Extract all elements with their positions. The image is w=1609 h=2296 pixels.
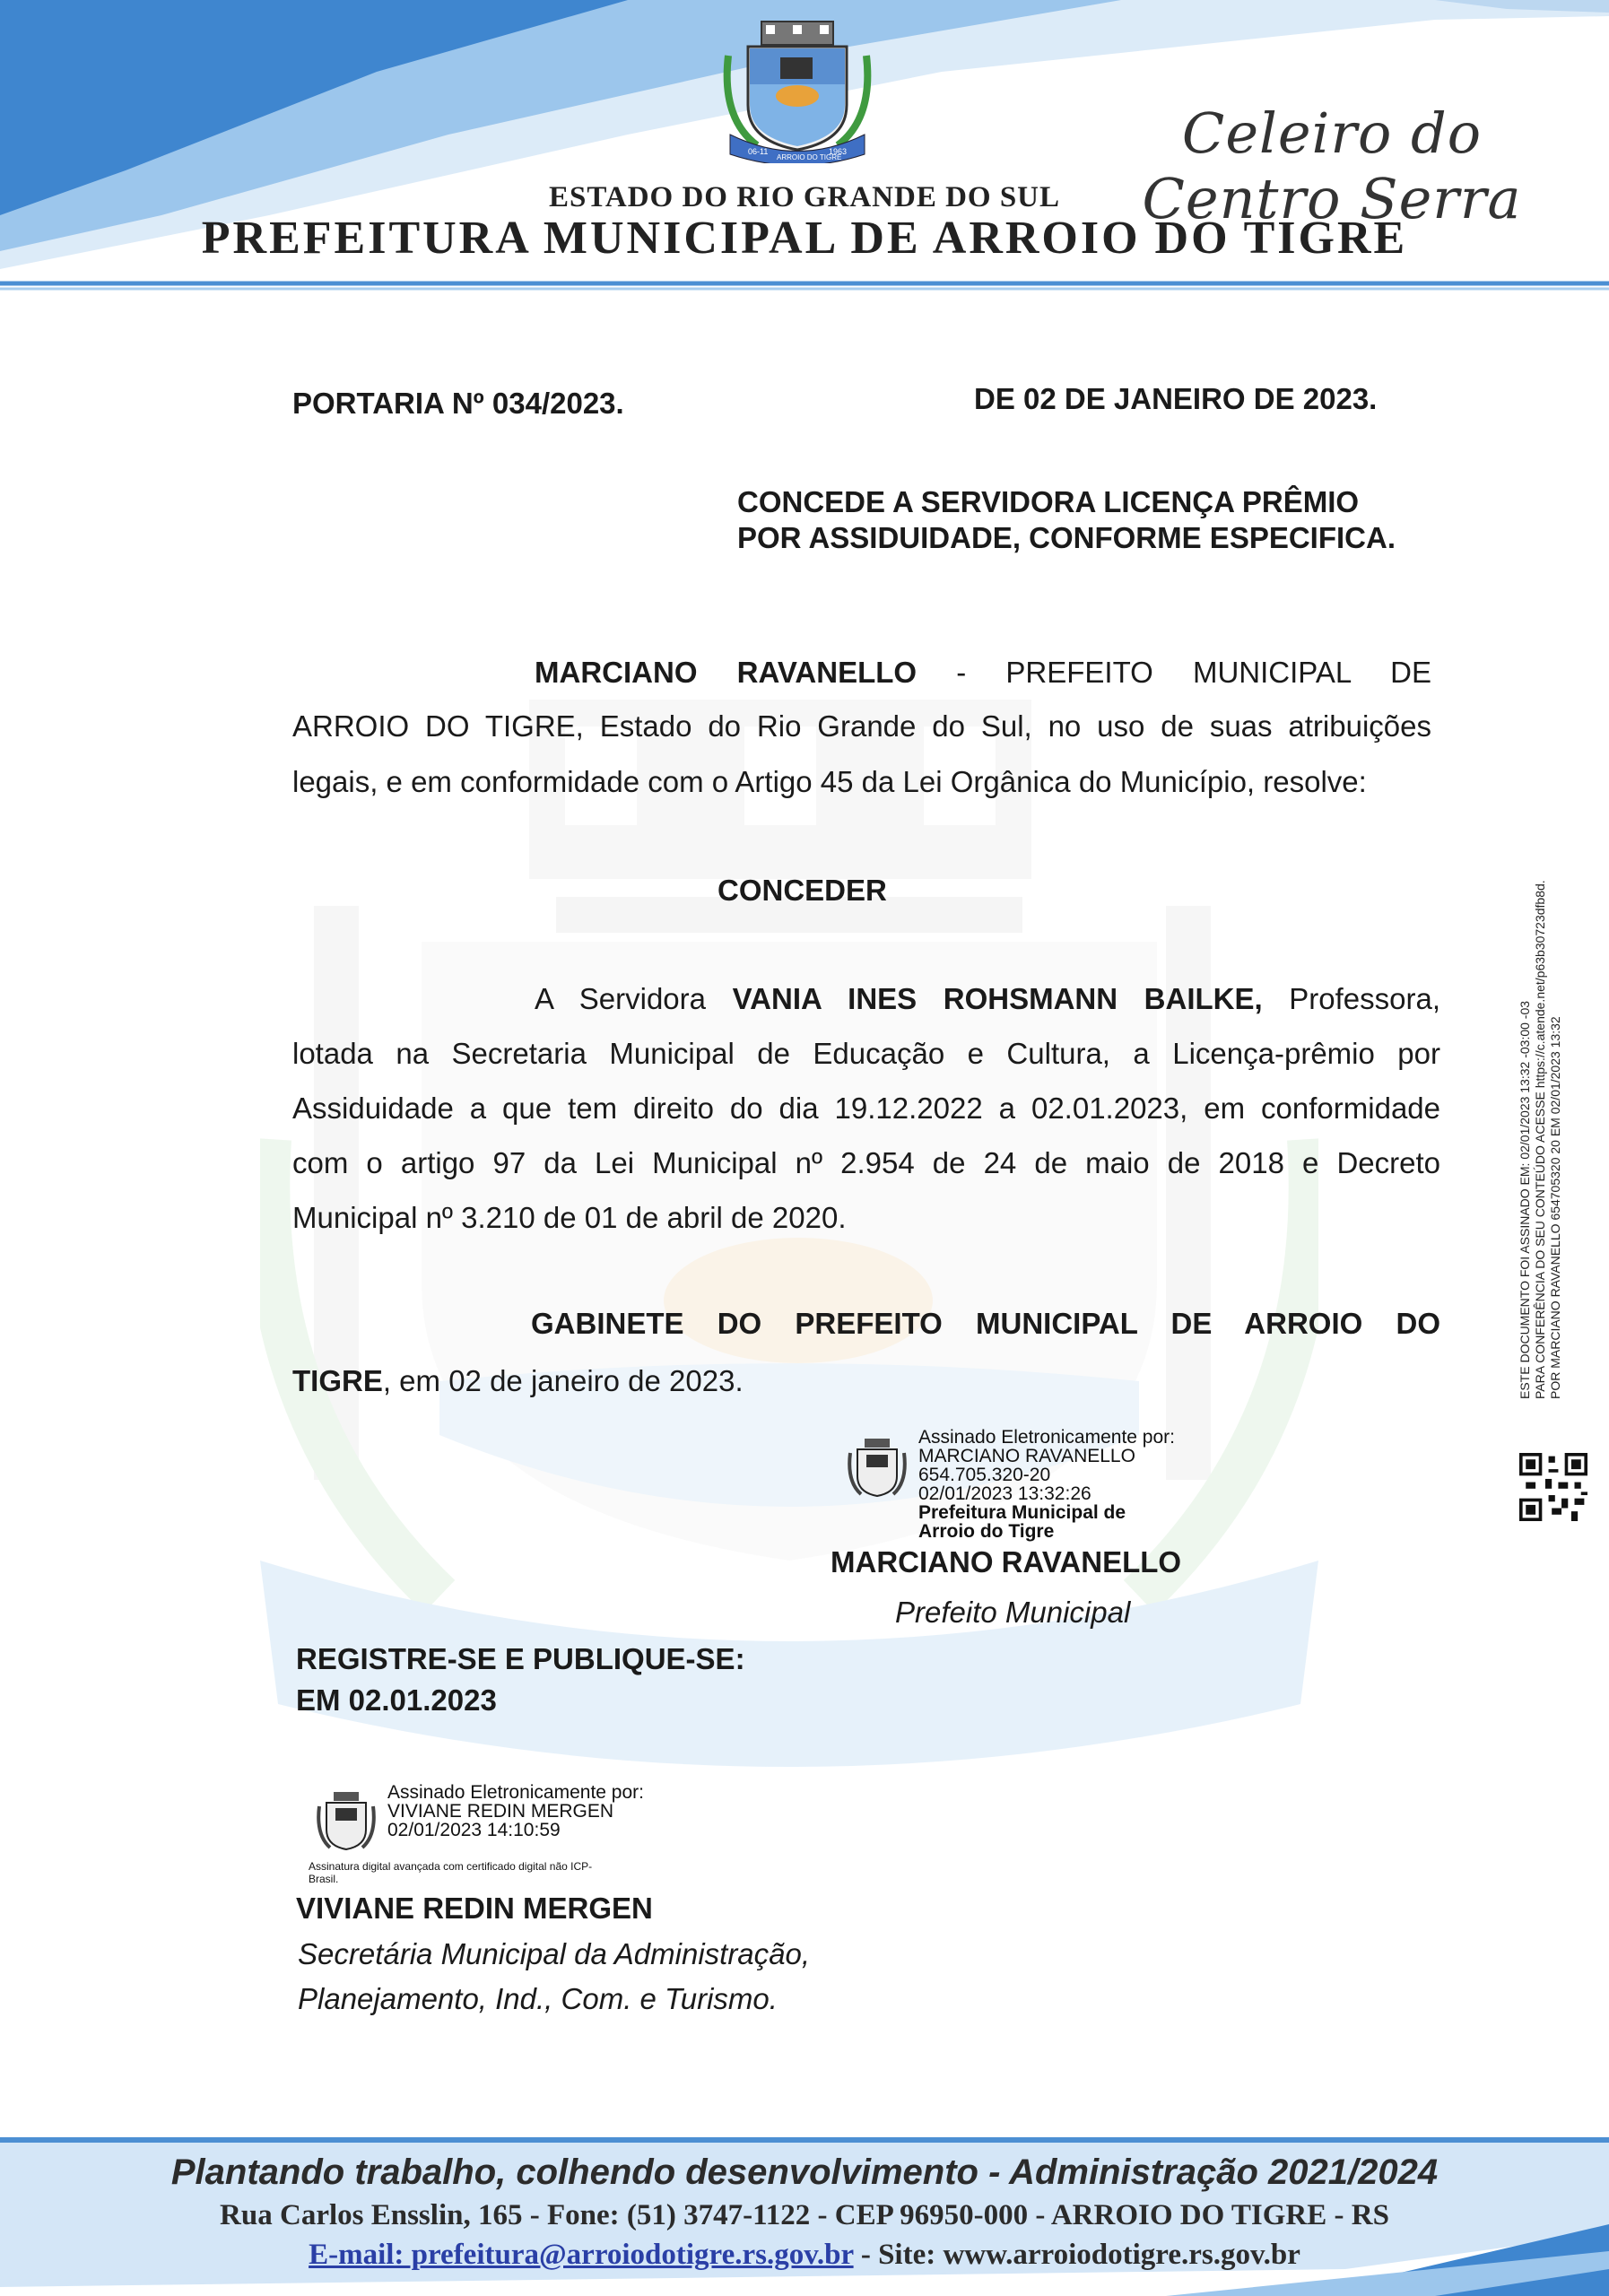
municipal-crest-logo	[721, 20, 874, 163]
mayor-stamp-crest-icon	[847, 1437, 908, 1500]
mayor-stamp-org-2: Arroio do Tigre	[918, 1521, 1055, 1542]
mayor-stamp-org-1: Prefeitura Municipal de	[918, 1502, 1126, 1523]
footer-site: - Site: www.arroiodotigre.rs.gov.br	[853, 2239, 1300, 2271]
prefeitura-heading: PREFEITURA MUNICIPAL DE ARROIO DO TIGRE	[201, 213, 1408, 264]
mayor-stamp-text	[918, 1428, 1175, 1541]
servant-name: VANIA INES ROHSMANN BAILKE,	[732, 982, 1263, 1015]
ementa-line-2: POR ASSIDUIDADE, CONFORME ESPECIFICA.	[737, 521, 1396, 554]
side-stamp-line-3: POR MARCIANO RAVANELLO 654705320 20 EM 02/01/2023 13:32	[1548, 1016, 1562, 1399]
crest-ribbon-right: 1963	[829, 147, 848, 156]
secretary-signature-name: VIVIANE REDIN MERGEN	[296, 1892, 653, 1925]
state-heading: ESTADO DO RIO GRANDE DO SUL	[548, 181, 1061, 213]
crest-ribbon-left: 06-11	[748, 147, 769, 156]
footer-email-link[interactable]: E-mail: prefeitura@arroiodotigre.rs.gov.br	[309, 2239, 854, 2271]
body-line-1	[535, 972, 1440, 1026]
gabinete-date: , em 02 de janeiro de 2023.	[382, 1364, 744, 1397]
secretary-stamp-name: VIVIANE REDIN MERGEN	[387, 1801, 614, 1822]
gabinete-tigre: TIGRE	[292, 1364, 383, 1397]
register-line-1: REGISTRE-SE E PUBLIQUE-SE:	[296, 1642, 745, 1675]
secretary-stamp-text	[387, 1783, 644, 1839]
preamble-line-2: ARROIO DO TIGRE, Estado do Rio Grande do Sul, no uso de suas atribuições	[292, 709, 1431, 743]
crest-ribbon-center: ARROIO DO TIGRE	[777, 153, 842, 161]
side-stamp-line-2: PARA CONFERÊNCIA DO SEU CONTEÚDO ACESSE https://c.atende.net/p63b30723dfb8d.	[1533, 880, 1547, 1399]
secretary-stamp-note	[309, 1860, 592, 1885]
gabinete-line-2	[292, 1354, 744, 1408]
body-line-1-pre: A Servidora	[535, 982, 707, 1015]
secretary-stamp-title: Assinado Eletronicamente por:	[387, 1782, 644, 1803]
side-stamp-line-1: ESTE DOCUMENTO FOI ASSINADO EM: 02/01/2023 13:32 -03:00 -03	[1518, 1000, 1532, 1399]
municipal-slogan: Celeiro do Centro Serra	[1142, 100, 1522, 231]
preamble-line-3: legais, e em conformidade com o Artigo 45 da Lei Orgânica do Município, resolve:	[292, 765, 1367, 798]
body-line-3: Assiduidade a que tem direito do dia 19.12.2022 a 02.01.2023, em conformidade	[292, 1091, 1440, 1125]
mayor-signature-role: Prefeito Municipal	[895, 1596, 1131, 1629]
footer-contacts	[0, 2239, 1609, 2272]
body-line-1-post: Professora,	[1289, 982, 1441, 1015]
footer-address: Rua Carlos Ensslin, 165 - Fone: (51) 3747-1122 - CEP 96950-000 - ARROIO DO TIGRE - RS	[220, 2199, 1389, 2231]
secretary-role-line-1: Secretária Municipal da Administração,	[298, 1937, 811, 1970]
secretary-stamp-datetime: 02/01/2023 14:10:59	[387, 1820, 561, 1840]
body-line-2: lotada na Secretaria Municipal de Educação e Cultura, a Licença-prêmio por	[292, 1037, 1440, 1070]
mayor-signature-name: MARCIANO RAVANELLO	[831, 1545, 1182, 1578]
conceder-heading: CONCEDER	[718, 874, 887, 907]
secretary-stamp-note-2: Brasil.	[309, 1873, 339, 1885]
register-line-2: EM 02.01.2023	[296, 1683, 497, 1717]
side-validation-stamp	[1518, 718, 1609, 1399]
mayor-stamp-datetime: 02/01/2023 13:32:26	[918, 1483, 1092, 1504]
gabinete-line-1: GABINETE DO PREFEITO MUNICIPAL DE ARROIO DO	[531, 1307, 1440, 1340]
mayor-name-inline: MARCIANO RAVANELLO	[535, 656, 918, 689]
portaria-date: DE 02 DE JANEIRO DE 2023.	[974, 382, 1378, 415]
preamble-line-1	[535, 646, 1431, 700]
portaria-number: PORTARIA Nº 034/2023.	[292, 387, 624, 420]
qr-code-icon[interactable]	[1519, 1453, 1587, 1521]
footer-motto: Plantando trabalho, colhendo desenvolvimento - Administração 2021/2024	[170, 2152, 1439, 2192]
secretary-stamp-crest-icon	[316, 1790, 377, 1853]
ementa-line-1: CONCEDE A SERVIDORA LICENÇA PRÊMIO	[737, 485, 1360, 518]
mayor-stamp-title: Assinado Eletronicamente por:	[918, 1427, 1175, 1448]
secretary-stamp-note-1: Assinatura digital avançada com certificado digital não ICP-	[309, 1860, 593, 1873]
body-line-5: Municipal nº 3.210 de 01 de abril de 2020.	[292, 1201, 847, 1234]
mayor-stamp-name: MARCIANO RAVANELLO	[918, 1446, 1135, 1466]
preamble-line-1-rest: - PREFEITO MUNICIPAL DE	[956, 656, 1432, 689]
body-line-4: com o artigo 97 da Lei Municipal nº 2.954 de 24 de maio de 2018 e Decreto	[292, 1146, 1440, 1179]
mayor-stamp-cpf: 654.705.320-20	[918, 1465, 1051, 1485]
secretary-role-line-2: Planejamento, Ind., Com. e Turismo.	[298, 1982, 778, 2015]
